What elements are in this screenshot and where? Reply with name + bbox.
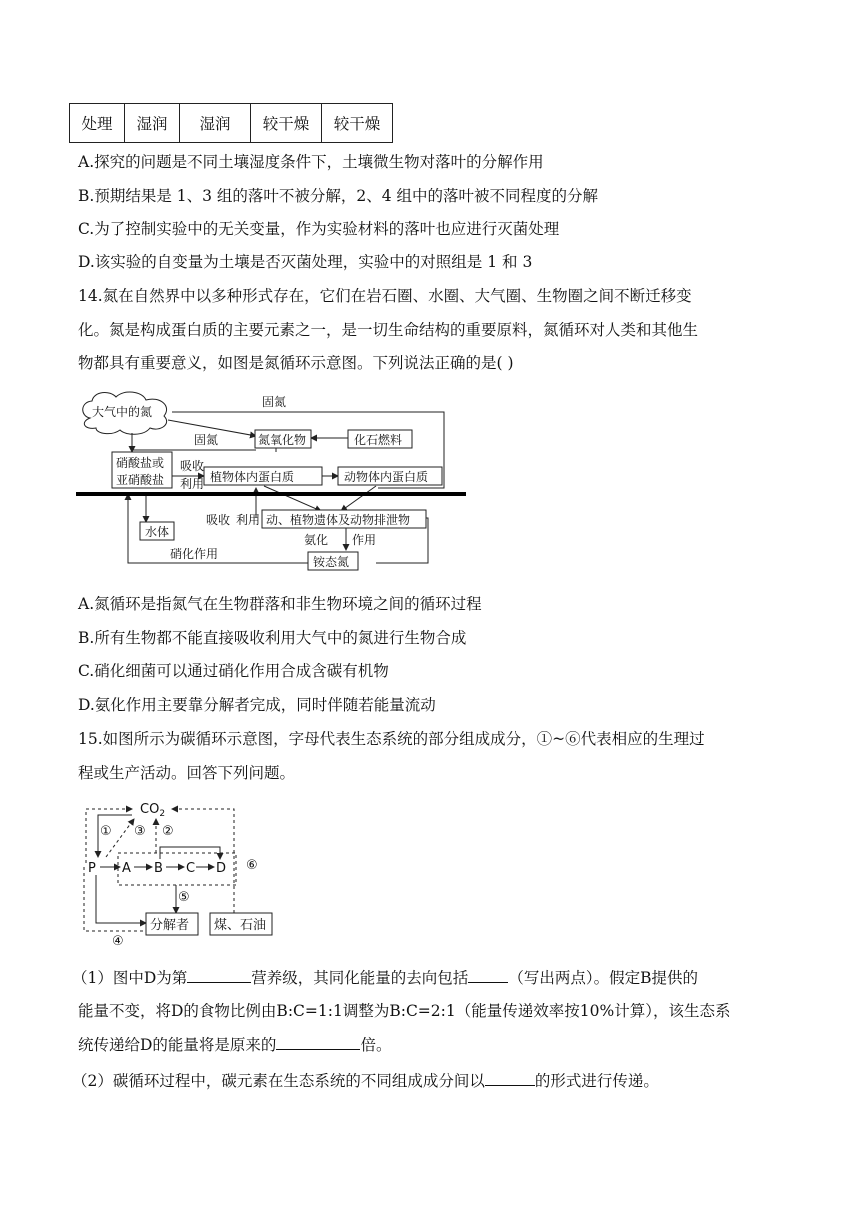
co2-label bbox=[140, 802, 165, 819]
q15-part1-line3 bbox=[78, 1033, 391, 1056]
table-cell: 湿润 bbox=[125, 104, 180, 143]
q15-part1-text-line3a: 统传递给D的能量将是原来的 bbox=[78, 1036, 277, 1054]
q13-option-a: A.探究的问题是不同土壤湿度条件下，土壤微生物对落叶的分解作用 bbox=[78, 153, 544, 171]
decomposer-label: 分解者 bbox=[150, 918, 190, 933]
process-5: ⑤ bbox=[178, 890, 190, 905]
water-label: 水体 bbox=[145, 525, 170, 539]
node-d: D bbox=[216, 861, 227, 876]
ammonium-label: 铵态氮 bbox=[313, 555, 350, 569]
nitrogen-cycle-diagram bbox=[76, 388, 466, 578]
q14-stem-line2: 化。氮是构成蛋白质的主要元素之一，是一切生命结构的重要原料，氮循环对人类和其他生 bbox=[78, 321, 699, 339]
animal-protein-label: 动物体内蛋白质 bbox=[344, 470, 429, 484]
fossil-fuel-label: 化石燃料 bbox=[354, 433, 403, 447]
q14-option-b: B.所有生物都不能直接吸收利用大气中的氮进行生物合成 bbox=[78, 629, 467, 647]
use-label-2: 利用 bbox=[236, 513, 261, 527]
q15-part2-text-b: 的形式进行传递。 bbox=[534, 1072, 659, 1090]
absorb-label-2: 吸收 bbox=[206, 513, 231, 527]
answer-blank-carbon-form[interactable] bbox=[485, 1069, 535, 1086]
use-label-1: 利用 bbox=[180, 477, 205, 491]
ammonification-label-2: 作用 bbox=[352, 533, 377, 547]
node-b: B bbox=[154, 861, 163, 876]
node-c: C bbox=[186, 861, 196, 876]
q14-option-d: D.氨化作用主要靠分解者完成，同时伴随若能量流动 bbox=[78, 696, 436, 714]
q14-option-a: A.氮循环是指氮气在生物群落和非生物环境之间的循环过程 bbox=[78, 595, 482, 613]
process-4: ④ bbox=[112, 934, 124, 949]
q15-part1-text-line3b: 倍。 bbox=[360, 1036, 392, 1054]
co2-main: CO bbox=[140, 802, 160, 817]
q15-part2-text-a: （2）碳循环过程中，碳元素在生态系统的不同组成成分间以 bbox=[72, 1072, 485, 1090]
absorb-label-1: 吸收 bbox=[180, 459, 205, 473]
q15-part1-line1 bbox=[72, 966, 698, 989]
answer-blank-energy-ratio[interactable] bbox=[276, 1033, 360, 1050]
fixation-left-label: 固氮 bbox=[194, 433, 219, 447]
carbon-cycle-diagram bbox=[80, 795, 280, 950]
q15-part1-text-a: （1）图中D为第 bbox=[72, 969, 188, 987]
process-6: ⑥ bbox=[246, 858, 258, 873]
q14-stem-line3: 物都具有重要意义，如图是氮循环示意图。下列说法正确的是( ) bbox=[78, 354, 514, 372]
q14-option-c: C.硝化细菌可以通过硝化作用合成含碳有机物 bbox=[78, 662, 389, 680]
process-2: ② bbox=[162, 824, 174, 839]
q15-part1-line2: 能量不变，将D的食物比例由B:C=1:1调整为B:C=2:1（能量传递效率按10%计算），该生态系 bbox=[78, 1002, 731, 1020]
table-row bbox=[70, 104, 393, 143]
co2-subscript: 2 bbox=[159, 809, 166, 819]
fixation-top-label: 固氮 bbox=[262, 395, 287, 409]
q14-stem-line1: 14.氮在自然界中以多种形式存在，它们在岩石圈、水圈、大气圈、生物圈之间不断迁移变 bbox=[78, 287, 692, 305]
ammonification-label-1: 氨化 bbox=[304, 533, 329, 547]
q15-part2-line bbox=[72, 1069, 659, 1092]
answer-blank-trophic-level[interactable] bbox=[187, 966, 251, 983]
process-1: ① bbox=[100, 824, 112, 839]
q15-part1-text-c: （写出两点）。假定B提供的 bbox=[508, 969, 698, 987]
answer-blank-energy-fate[interactable] bbox=[468, 966, 508, 983]
table-cell: 较干燥 bbox=[251, 104, 322, 143]
q15-part1-text-b: 营养级，其同化能量的去向包括 bbox=[251, 969, 469, 987]
table-cell: 较干燥 bbox=[322, 104, 393, 143]
q13-option-d: D.该实验的自变量为土壤是否灭菌处理，实验中的对照组是 1 和 3 bbox=[78, 253, 533, 271]
q15-stem-line1: 15.如图所示为碳循环示意图，字母代表生态系统的部分组成成分，①~⑥代表相应的生理过 bbox=[78, 730, 705, 748]
coal-oil-label: 煤、石油 bbox=[214, 918, 267, 933]
process-3: ③ bbox=[134, 824, 146, 839]
nitrate-label-line1: 硝酸盐或 bbox=[116, 456, 165, 470]
plant-protein-label: 植物体内蛋白质 bbox=[210, 470, 295, 484]
node-a: A bbox=[122, 861, 131, 876]
nitrification-label: 硝化作用 bbox=[170, 547, 219, 561]
node-p: P bbox=[88, 861, 96, 876]
experiment-table bbox=[69, 103, 393, 143]
table-cell: 湿润 bbox=[180, 104, 251, 143]
q13-option-b: B.预期结果是 1、3 组的落叶不被分解，2、4 组中的落叶被不同程度的分解 bbox=[78, 187, 599, 205]
cloud-label: 大气中的氮 bbox=[92, 405, 153, 419]
table-cell: 处理 bbox=[70, 104, 125, 143]
q13-option-c: C.为了控制实验中的无关变量，作为实验材料的落叶也应进行灭菌处理 bbox=[78, 220, 560, 238]
nitrogen-oxides-label: 氮氧化物 bbox=[258, 433, 307, 447]
nitrate-label-line2: 亚硝酸盐 bbox=[116, 473, 165, 487]
remains-label: 动、植物遗体及动物排泄物 bbox=[266, 513, 411, 527]
q15-stem-line2: 程或生产活动。回答下列问题。 bbox=[78, 764, 296, 782]
